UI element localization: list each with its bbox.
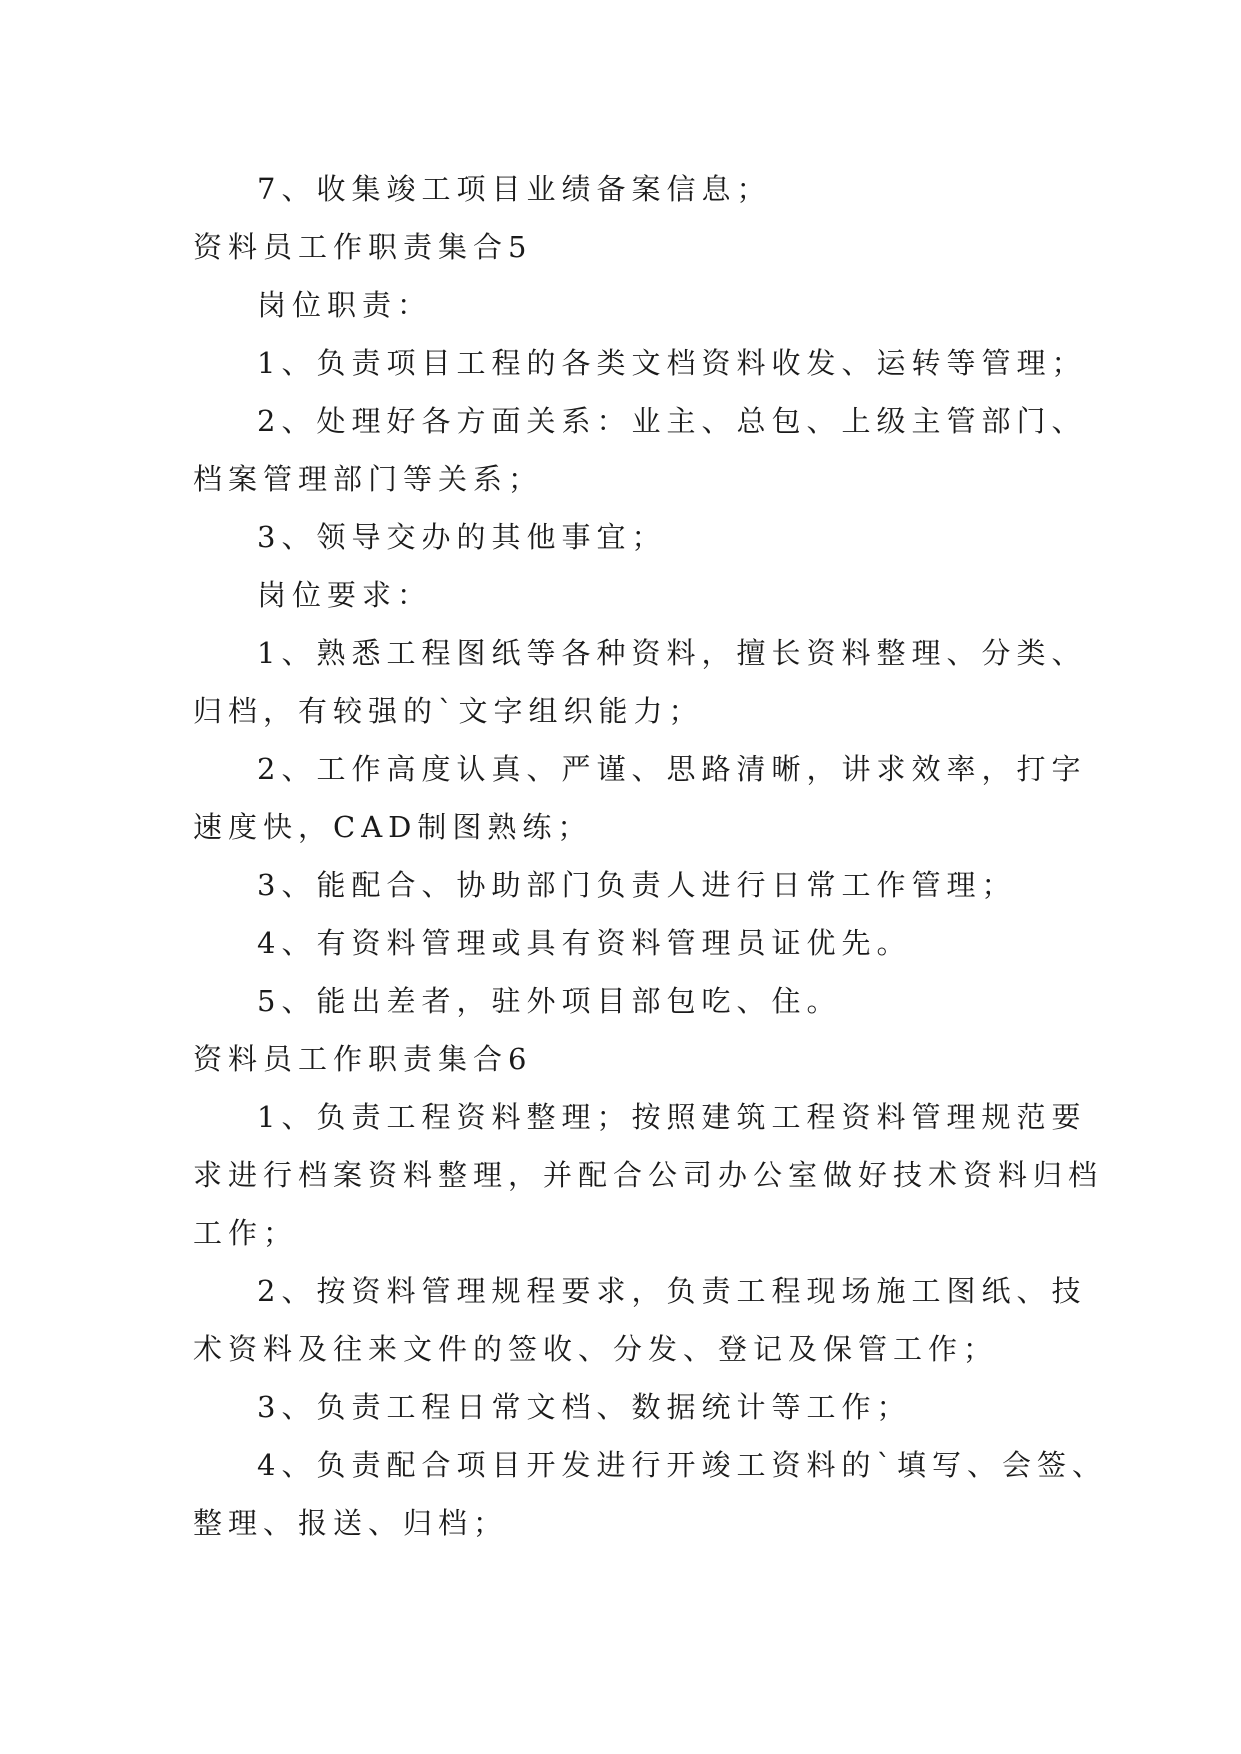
text-line: 3、负责工程日常文档、数据统计等工作； (257, 1390, 912, 1424)
text-line: 归档，有较强的`文字组织能力； (193, 694, 704, 728)
text-line: 工作； (193, 1216, 299, 1250)
text-line: 3、领导交办的其他事宜； (257, 520, 667, 554)
text-line: 2、按资料管理规程要求，负责工程现场施工图纸、技 (257, 1274, 1087, 1308)
text-line: 整理、报送、归档； (193, 1506, 509, 1540)
text-line: 档案管理部门等关系； (193, 462, 544, 496)
text-line: 1、熟悉工程图纸等各种资料，擅长资料整理、分类、 (257, 636, 1087, 670)
text-line: 求进行档案资料整理，并配合公司办公室做好技术资料归档 (193, 1158, 1104, 1192)
text-line: 2、工作高度认真、严谨、思路清晰，讲求效率，打字 (257, 752, 1087, 786)
text-line: 4、有资料管理或具有资料管理员证优先。 (257, 926, 912, 960)
text-line: 资料员工作职责集合5 (193, 230, 533, 264)
text-line: 1、负责工程资料整理；按照建筑工程资料管理规范要 (257, 1100, 1087, 1134)
text-line: 1、负责项目工程的各类文档资料收发、运转等管理； (257, 346, 1087, 380)
text-line: 岗位要求： (257, 578, 433, 612)
text-line: 4、负责配合项目开发进行开竣工资料的`填写、会签、 (257, 1448, 1107, 1482)
text-line: 速度快，CAD制图熟练； (193, 810, 593, 844)
text-line: 7、收集竣工项目业绩备案信息； (257, 172, 772, 206)
text-line: 资料员工作职责集合6 (193, 1042, 533, 1076)
text-line: 3、能配合、协助部门负责人进行日常工作管理； (257, 868, 1017, 902)
document-body (193, 160, 1107, 1552)
text-line: 术资料及往来文件的签收、分发、登记及保管工作； (193, 1332, 999, 1366)
text-line: 2、处理好各方面关系：业主、总包、上级主管部门、 (257, 404, 1087, 438)
text-line: 岗位职责： (257, 288, 433, 322)
text-line: 5、能出差者，驻外项目部包吃、住。 (257, 984, 842, 1018)
